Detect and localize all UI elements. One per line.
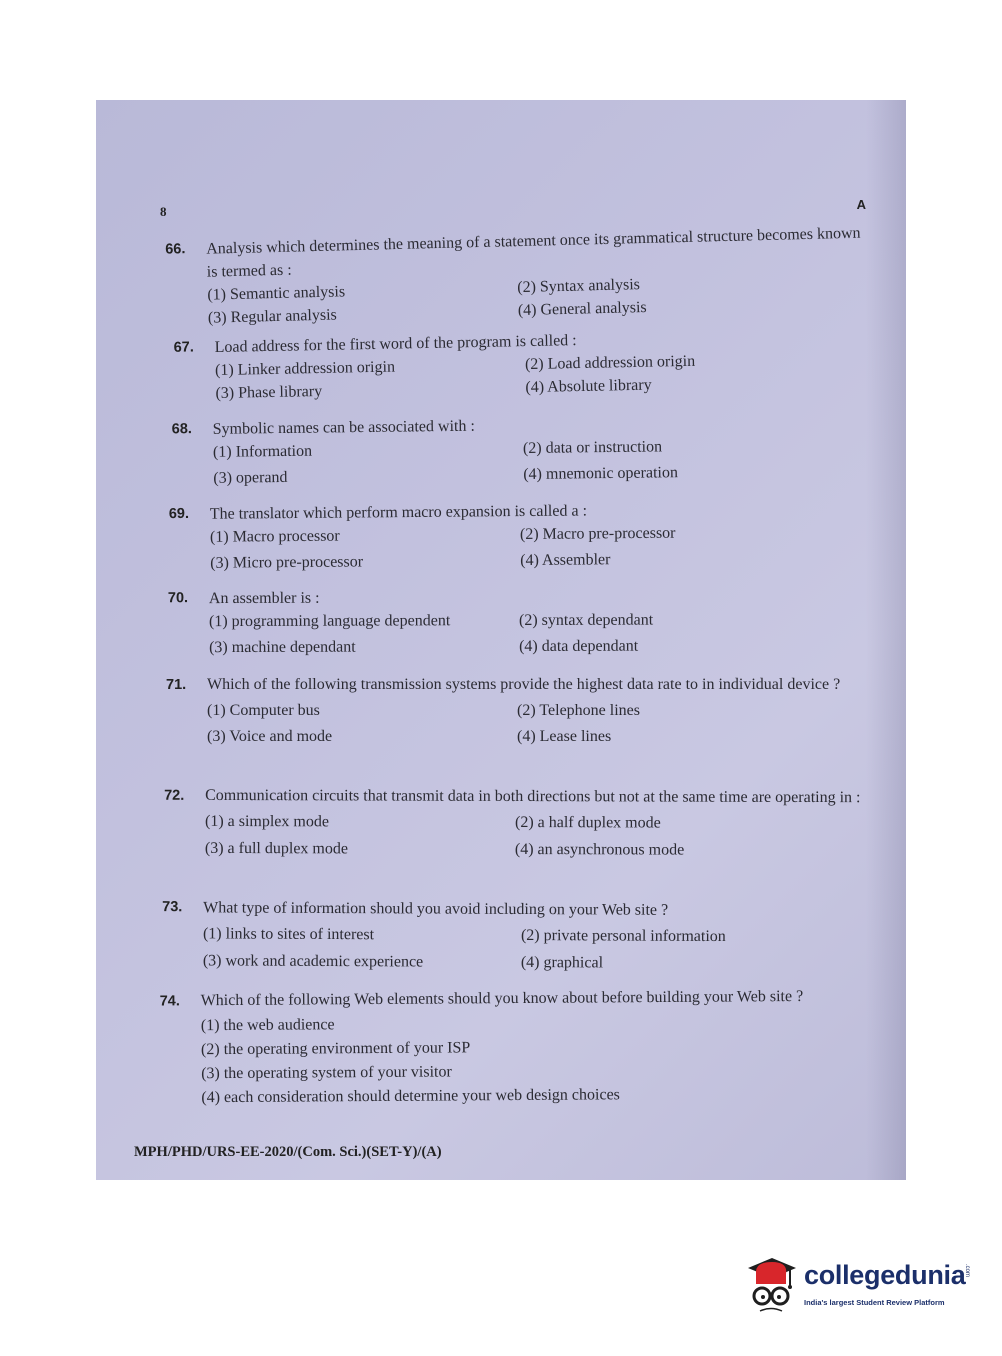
question-text: Symbolic names can be associated with : — [212, 417, 475, 438]
options — [210, 520, 879, 575]
options — [213, 433, 883, 490]
set-letter: A — [856, 197, 866, 212]
option-4: (4) data dependant — [519, 637, 639, 656]
question-71 — [166, 674, 868, 748]
option-2: (2) syntax dependant — [518, 611, 654, 630]
question-67 — [173, 323, 884, 406]
question-number: 69. — [168, 505, 190, 523]
question-text: Which of the following transmission systems provide the highest data rate to in individual device ? — [207, 676, 841, 693]
question-text: The translator which perform macro expansion is called a : — [209, 502, 588, 523]
question-70 — [168, 585, 878, 659]
option-1: (1) Semantic analysis — [207, 283, 346, 304]
option-2: (2) Macro pre-processor — [519, 524, 676, 544]
option-1: (1) links to sites of interest — [202, 925, 375, 944]
option-1: (1) programming language dependent — [208, 612, 451, 631]
question-73 — [162, 896, 872, 976]
option-1: (1) Information — [212, 442, 313, 461]
question-72 — [164, 785, 870, 862]
option-4: (4) General analysis — [517, 298, 647, 320]
logo-tagline: India's largest Student Review Platform — [804, 1298, 945, 1307]
question-text: Load address for the first word of the program is called : — [214, 332, 577, 357]
option-4: (4) mnemonic operation — [523, 464, 679, 484]
option-1: (1) Linker addression origin — [214, 358, 396, 380]
question-74 — [160, 986, 873, 1110]
question-66 — [165, 221, 877, 330]
question-number: 74. — [159, 993, 180, 1010]
option-3: (3) Micro pre-processor — [210, 553, 364, 572]
question-text: Communication circuits that transmit data in both directions but not at the same time are operating in : — [205, 786, 861, 807]
option-1: (1) a simplex mode — [204, 812, 330, 831]
option-4: (4) Absolute library — [525, 376, 652, 397]
option-3: (3) Regular analysis — [207, 306, 337, 327]
question-number: 71. — [166, 677, 187, 693]
option-3: (3) work and academic experience — [202, 952, 424, 971]
options — [209, 608, 878, 659]
option-1: (1) Computer bus — [207, 702, 320, 719]
question-text: Which of the following Web elements should you know about before building your Web site ? — [200, 987, 804, 1010]
option-3: (3) Phase library — [215, 382, 323, 403]
option-2: (2) Syntax analysis — [517, 276, 641, 297]
question-69 — [169, 497, 880, 575]
student-mascot-icon — [742, 1254, 800, 1314]
collegedunia-logo[interactable] — [742, 1248, 982, 1328]
option-1: (1) the web audience — [200, 1016, 335, 1035]
question-number: 73. — [162, 899, 183, 916]
option-2: (2) Load addression origin — [524, 352, 696, 374]
option-3: (3) the operating system of your visitor — [201, 1063, 452, 1083]
option-3: (3) operand — [213, 468, 288, 487]
option-1: (1) Macro processor — [209, 527, 340, 546]
option-2: (2) a half duplex mode — [514, 813, 661, 832]
question-number: 68. — [171, 421, 192, 438]
options — [205, 810, 870, 862]
option-2: (2) Telephone lines — [517, 702, 640, 719]
question-68 — [172, 410, 883, 491]
paper-code-footer: MPH/PHD/URS-EE-2020/(Com. Sci.)(SET-Y)/(A) — [134, 1144, 442, 1160]
option-4: (4) an asynchronous mode — [514, 840, 685, 859]
options — [203, 922, 872, 976]
question-number: 72. — [164, 787, 185, 804]
option-3: (3) machine dependant — [209, 638, 356, 657]
question-number: 67. — [173, 339, 194, 356]
options — [201, 1010, 873, 1110]
question-text: What type of information should you avoid including on your Web site ? — [203, 899, 669, 919]
option-4: (4) Assembler — [520, 551, 611, 570]
question-number: 66. — [165, 241, 186, 258]
option-2: (2) the operating environment of your ISP — [200, 1039, 471, 1059]
option-2: (2) data or instruction — [522, 438, 663, 458]
question-text: Analysis which determines the meaning of a statement once its grammatical structure becomes known is termed as : — [206, 224, 861, 281]
option-3: (3) a full duplex mode — [204, 839, 349, 858]
logo-domain-suffix: .com — [964, 1264, 970, 1278]
question-text: An assembler is : — [208, 589, 320, 608]
option-2: (2) private personal information — [520, 927, 726, 946]
options — [207, 699, 868, 748]
question-number: 70. — [167, 590, 189, 607]
logo-wordmark: collegedunia — [804, 1260, 966, 1290]
page-number: 8 — [160, 204, 167, 219]
option-4: (4) each consideration should determine your web design choices — [201, 1086, 620, 1107]
exam-page-photo — [96, 100, 906, 1180]
option-4: (4) Lease lines — [517, 728, 612, 745]
option-4: (4) graphical — [520, 954, 604, 972]
option-3: (3) Voice and mode — [207, 728, 333, 745]
